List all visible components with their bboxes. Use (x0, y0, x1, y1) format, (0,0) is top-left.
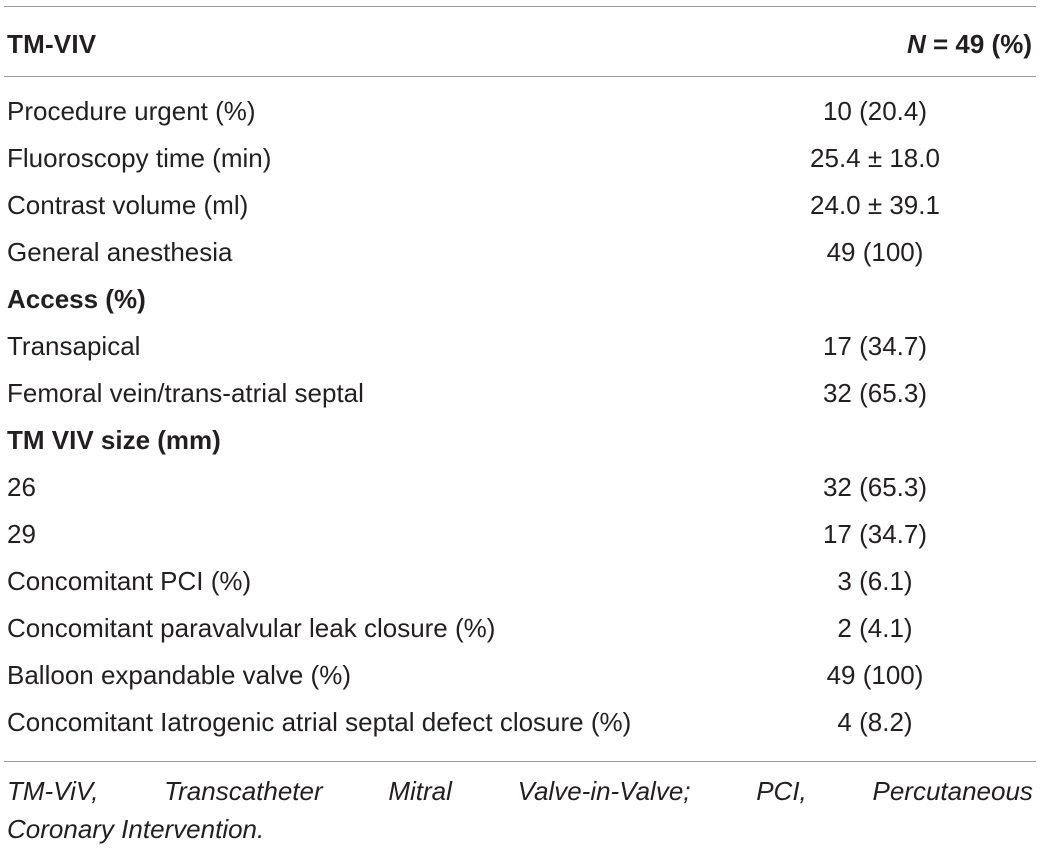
table-row (0, 699, 1040, 746)
table-row (0, 558, 1040, 605)
table-row (0, 652, 1040, 699)
table-header (0, 7, 1040, 76)
row-value: 24.0 ± 39.1 (810, 190, 940, 220)
footnote-word: Mitral (388, 776, 452, 806)
footnote-word: Valve-in-Valve; (517, 776, 691, 806)
section-label: Access (%) (7, 284, 146, 314)
row-value: 49 (100) (826, 237, 924, 267)
table-section-row (0, 276, 1040, 323)
table-row (0, 464, 1040, 511)
footnote-word: PCI, (756, 776, 807, 806)
row-label: 26 (7, 472, 36, 502)
row-value: 3 (6.1) (837, 566, 913, 596)
row-value: 49 (100) (826, 660, 924, 690)
table-footnote (7, 772, 1033, 848)
row-label: Concomitant paravalvular leak closure (%) (7, 613, 496, 643)
footnote-word: TM-ViV, (7, 776, 99, 806)
row-label: Procedure urgent (%) (7, 96, 256, 126)
row-label: Transapical (7, 331, 141, 361)
footnote-line-2: Coronary Intervention. (7, 814, 265, 844)
table-section-row (0, 417, 1040, 464)
row-label: General anesthesia (7, 237, 233, 267)
row-label: Contrast volume (ml) (7, 190, 249, 220)
header-value (907, 29, 1032, 59)
row-value: 17 (34.7) (822, 331, 928, 361)
row-value: 17 (34.7) (822, 519, 928, 549)
footnote-word: Transcatheter (164, 776, 323, 806)
table-row (0, 323, 1040, 370)
row-label: Fluoroscopy time (min) (7, 143, 272, 173)
table-row (0, 370, 1040, 417)
row-label: 29 (7, 519, 36, 549)
row-label: Femoral vein/trans-atrial septal (7, 378, 364, 408)
table-row (0, 182, 1040, 229)
row-label: Balloon expandable valve (%) (7, 660, 351, 690)
footnote-word: Percutaneous (872, 776, 1033, 806)
footnote-line-1 (7, 772, 1033, 810)
table-body (0, 88, 1040, 746)
row-value: 32 (65.3) (822, 378, 928, 408)
table-row (0, 511, 1040, 558)
row-value: 10 (20.4) (822, 96, 928, 126)
row-value: 32 (65.3) (822, 472, 928, 502)
header-bottom-rule (4, 76, 1036, 77)
table-row (0, 605, 1040, 652)
row-value: 4 (8.2) (837, 707, 913, 737)
header-value-rest: = 49 (%) (925, 29, 1032, 59)
row-label: Concomitant PCI (%) (7, 566, 252, 596)
section-label: TM VIV size (mm) (7, 425, 221, 455)
table-row (0, 135, 1040, 182)
table-row (0, 229, 1040, 276)
row-value: 25.4 ± 18.0 (810, 143, 940, 173)
row-value: 2 (4.1) (837, 613, 913, 643)
table-row (0, 88, 1040, 135)
table-bottom-rule (4, 761, 1036, 762)
header-n-symbol: N (907, 29, 926, 59)
row-label: Concomitant Iatrogenic atrial septal defect closure (%) (7, 707, 632, 737)
header-label: TM-VIV (7, 29, 97, 59)
